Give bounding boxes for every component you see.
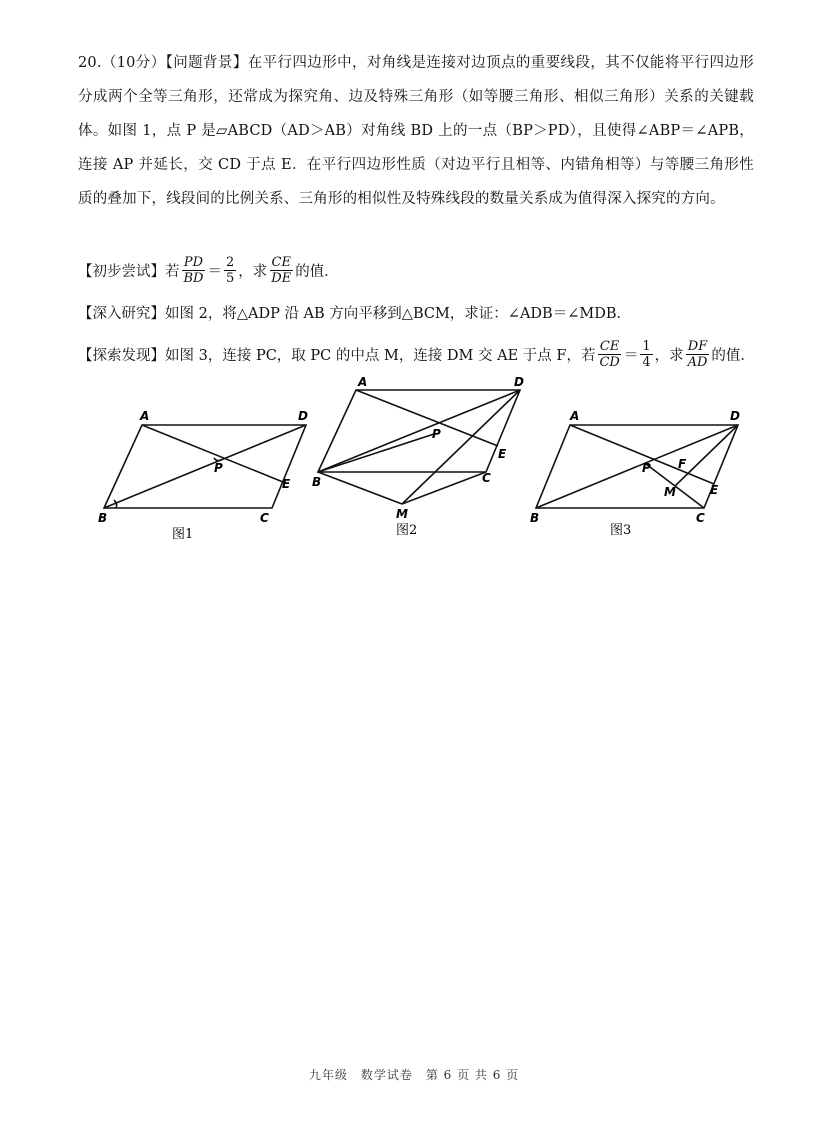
fig3-label-f: F [678,457,687,471]
fig1-label-a: A [140,409,150,423]
segment-ae [142,425,283,482]
fig3-caption: 图3 [610,523,632,538]
fig3-label-e: E [710,483,719,497]
segment-ae-2 [356,390,498,446]
part3-label: 【探索发现】如图 3，连接 PC，取 PC 的中点 M，连接 DM 交 AE 于点 F，若 [78,347,596,364]
fraction-df-ad: $\frac{DF}{AD}$ [687,338,708,370]
fraction-pd-bd: $\frac{PD}{BD}$ [183,254,204,286]
diagonal-bd [104,425,306,508]
figure-2-diagram [318,390,520,504]
part1-initial-attempt [78,252,339,288]
figure-1-diagram [104,425,306,508]
fraction-1-4: $\frac{1}{4}$ [642,338,651,370]
diagonal-bd-3 [536,425,738,508]
part3-tail: 的值． [711,347,755,364]
fraction-2-5: $\frac{2}{5}$ [225,254,235,286]
equals-sign: ＝ [207,263,222,280]
geometry-figures [96,372,756,552]
segment-dm [675,425,738,486]
part3-mid: ，求 [654,347,684,364]
diagonal-bd-2 [318,390,520,472]
fig1-label-e: E [282,477,291,491]
fraction-ce-de: $\frac{CE}{DE}$ [271,254,292,286]
fig2-label-c: C [482,471,491,485]
part3-exploration [78,336,755,372]
fig3-label-p: P [642,461,651,475]
fig3-label-c: C [696,511,705,525]
figure-3-diagram [536,425,738,508]
equals-sign: ＝ [623,347,639,364]
fig1-caption: 图1 [172,527,194,542]
fig2-label-a: A [358,375,368,389]
fig1-label-b: B [98,511,108,525]
fig2-label-b: B [312,475,322,489]
fraction-ce-cd: $\frac{CE}{CD}$ [599,338,620,370]
fig2-caption: 图2 [396,523,418,538]
fig1-label-c: C [260,511,269,525]
fig1-label-d: D [298,409,308,423]
fig3-label-d: D [730,409,740,423]
fig3-label-a: A [570,409,580,423]
part1-mid: ，求 [238,263,268,280]
fig3-label-b: B [530,511,540,525]
segment-mc [402,472,486,504]
part1-tail: 的值． [295,263,339,280]
fig2-label-e: E [498,447,507,461]
part2-deep-study: 【深入研究】如图 2，将△ADP 沿 AB 方向平移到△BCM，求证：∠ADB＝∠MDB． [78,305,631,322]
segment-bp-trans [318,434,434,472]
fig1-label-p: P [214,461,223,475]
fig2-label-m: M [396,507,408,521]
segment-ae-3 [570,425,714,484]
fig3-label-m: M [664,485,676,499]
page-footer: 九年级 数学试卷 第 6 页 共 6 页 [308,1068,520,1082]
fig2-label-d: D [514,375,524,389]
segment-bm [318,472,402,504]
problem-intro: 20.（10分）【问题背景】在平行四边形中，对角线是连接对边顶点的重要线段，其不仅能将平行四边形分成两个全等三角形，还常成为探究角、边及特殊三角形（如等腰三角形、相似三角形）关系的关键载体。如图 1，点 P 是▱ABCD（AD＞AB）对角线 BD 上的一点（BP＞PD），且使得∠ABP＝∠APB，连接 AP 并延长，交 CD 于点 E．在平行四边形性质（对边平行且相等、内错角相等）与等腰三角形性质的叠加下，线段间的比例关系、三角形的相似性及特殊线段的数量关系成为值得深入探究的方向。 [78,55,754,207]
figures-area [96,372,756,552]
part1-label: 【初步尝试】若 [78,263,180,280]
fig2-label-p: P [432,427,441,441]
